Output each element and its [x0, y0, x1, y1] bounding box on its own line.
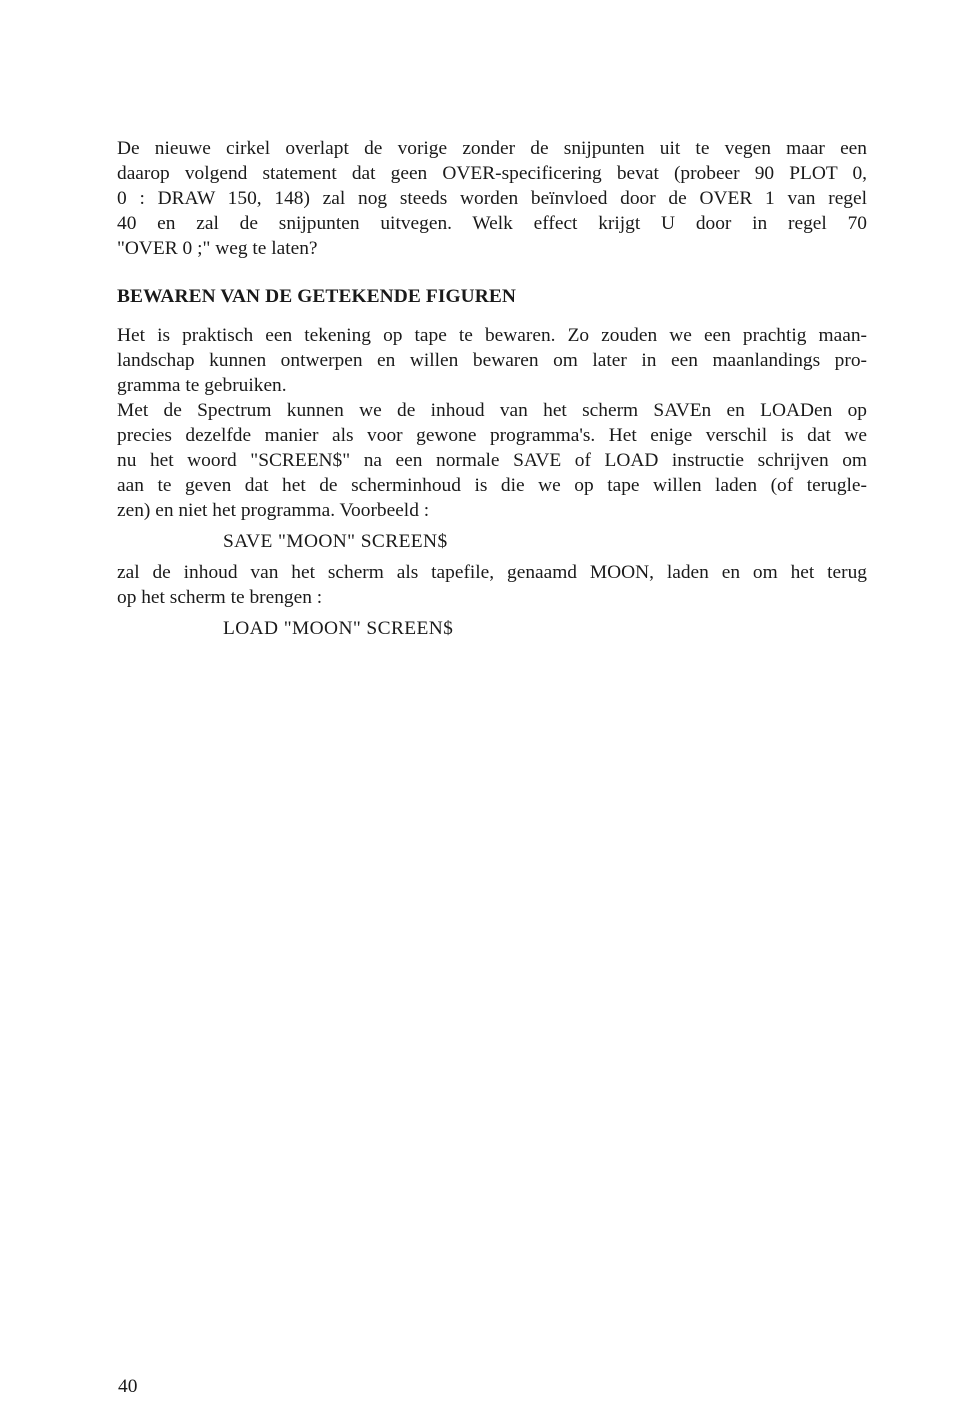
- text-line: 0 : DRAW 150, 148) zal nog steeds worden beïnvloed door de OVER 1 van regel: [117, 188, 867, 209]
- text-line: gramma te gebruiken.: [117, 375, 287, 396]
- paragraph-load-intro: [117, 560, 867, 610]
- text-line: "OVER 0 ;" weg te laten?: [117, 238, 318, 259]
- text-line: op het scherm te brengen :: [117, 587, 323, 608]
- section-heading: BEWAREN VAN DE GETEKENDE FIGUREN: [117, 286, 516, 307]
- text-line: Met de Spectrum kunnen we de inhoud van het scherm SAVEn en LOADen op: [117, 400, 867, 421]
- text-line: zen) en niet het programma. Voorbeeld :: [117, 500, 430, 521]
- paragraph-overlap: [117, 136, 867, 261]
- text-line: daarop volgend statement dat geen OVER-specificering bevat (probeer 90 PLOT 0,: [117, 163, 867, 184]
- text-line: 40 en zal de snijpunten uitvegen. Welk effect krijgt U door in regel 70: [117, 213, 867, 234]
- page-body: [117, 136, 867, 647]
- page-number: 40: [118, 1376, 138, 1397]
- text-line: De nieuwe cirkel overlapt de vorige zonder de snijpunten uit te vegen maar een: [117, 138, 867, 159]
- text-line: Het is praktisch een tekening op tape te bewaren. Zo zouden we een prachtig maan-: [117, 325, 867, 346]
- text-line: landschap kunnen ontwerpen en willen bewaren om later in een maanlandings pro-: [117, 350, 867, 371]
- text-line: zal de inhoud van het scherm als tapefile, genaamd MOON, laden en om het terug: [117, 562, 867, 583]
- text-line: nu het woord "SCREEN$" na een normale SAVE of LOAD instructie schrijven om: [117, 450, 867, 471]
- code-save-example: SAVE "MOON" SCREEN$: [223, 531, 448, 552]
- paragraph-spectrum: [117, 398, 867, 523]
- text-line: aan te geven dat het de scherminhoud is die we op tape willen laden (of terugle-: [117, 475, 867, 496]
- code-load-example: LOAD "MOON" SCREEN$: [223, 618, 454, 639]
- paragraph-tape: [117, 323, 867, 398]
- text-line: precies dezelfde manier als voor gewone programma's. Het enige verschil is dat we: [117, 425, 867, 446]
